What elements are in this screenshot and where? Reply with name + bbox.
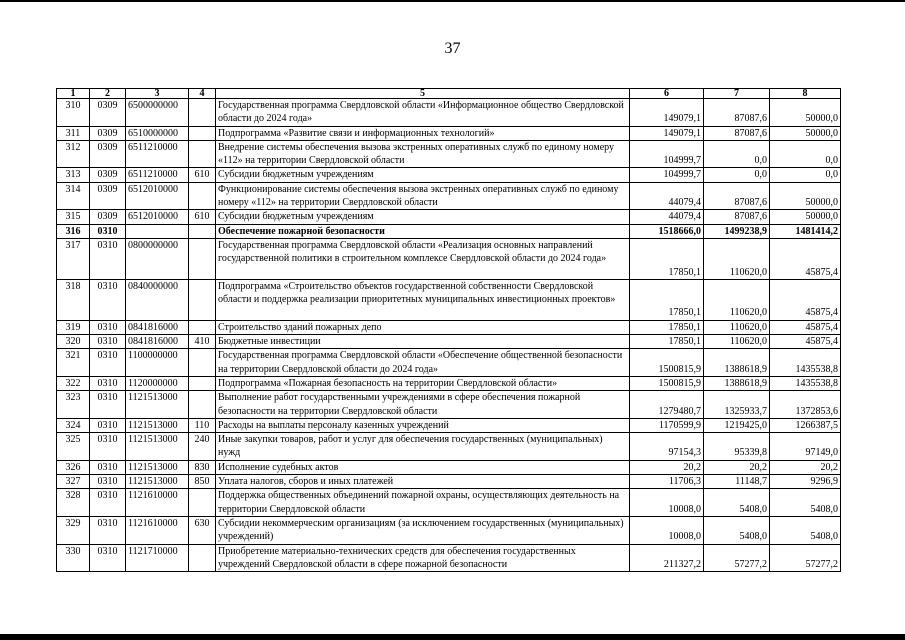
row-number-cell: 326 [57,460,90,474]
item-name-cell: Государственная программа Свердловской области «Информационное общество Свердловской области до 2024 года» [216,99,630,127]
target-article-cell: 0841816000 [126,335,189,349]
target-article-cell: 6511210000 [126,168,189,182]
amount-year3-cell: 57277,2 [770,544,841,572]
item-name-cell: Внедрение системы обеспечения вызова экстренных оперативных служб по единому номеру «112» на территории Свердловской области [216,140,630,168]
row-number-cell: 325 [57,433,90,461]
amount-year2-cell: 110620,0 [704,320,770,334]
table-row [57,99,841,127]
item-name-cell: Обеспечение пожарной безопасности [216,224,630,238]
target-article-cell: 1120000000 [126,376,189,390]
expense-type-cell [189,99,216,127]
amount-year3-cell: 1266387,5 [770,418,841,432]
amount-year2-cell: 87087,6 [704,182,770,210]
table-row [57,489,841,517]
expense-type-cell: 630 [189,516,216,544]
row-number-cell: 310 [57,99,90,127]
target-article-cell: 1121610000 [126,516,189,544]
target-article-cell: 1121513000 [126,433,189,461]
amount-year2-cell: 5408,0 [704,516,770,544]
row-number-cell: 321 [57,349,90,377]
amount-year1-cell: 1279480,7 [630,391,704,419]
amount-year1-cell: 10008,0 [630,489,704,517]
amount-year3-cell: 45875,4 [770,320,841,334]
amount-year3-cell: 45875,4 [770,335,841,349]
amount-year3-cell: 45875,4 [770,279,841,320]
amount-year2-cell: 110620,0 [704,279,770,320]
section-code-cell: 0310 [90,238,126,279]
item-name-cell: Уплата налогов, сборов и иных платежей [216,475,630,489]
target-article-cell [126,224,189,238]
table-row [57,516,841,544]
target-article-cell: 1121513000 [126,418,189,432]
amount-year2-cell: 57277,2 [704,544,770,572]
scan-top-border [0,0,905,2]
table-row [57,391,841,419]
row-number-cell: 314 [57,182,90,210]
expense-type-cell: 610 [189,210,216,224]
item-name-cell: Функционирование системы обеспечения вызова экстренных оперативных служб по единому номеру «112» на территории Свердловской области [216,182,630,210]
row-number-cell: 330 [57,544,90,572]
amount-year1-cell: 11706,3 [630,475,704,489]
row-number-cell: 315 [57,210,90,224]
item-name-cell: Строительство зданий пожарных депо [216,320,630,334]
item-name-cell: Подпрограмма «Пожарная безопасность на территории Свердловской области» [216,376,630,390]
amount-year2-cell: 110620,0 [704,238,770,279]
item-name-cell: Иные закупки товаров, работ и услуг для обеспечения государственных (муниципальных) нужд [216,433,630,461]
amount-year1-cell: 149079,1 [630,126,704,140]
amount-year3-cell: 0,0 [770,168,841,182]
target-article-cell: 0840000000 [126,279,189,320]
section-code-cell: 0309 [90,99,126,127]
amount-year2-cell: 87087,6 [704,126,770,140]
header-cell: 5 [216,89,630,99]
amount-year2-cell: 110620,0 [704,335,770,349]
amount-year1-cell: 104999,7 [630,168,704,182]
amount-year1-cell: 1518666,0 [630,224,704,238]
table-row [57,418,841,432]
expense-type-cell [189,391,216,419]
amount-year2-cell: 87087,6 [704,99,770,127]
row-number-cell: 317 [57,238,90,279]
item-name-cell: Субсидии некоммерческим организациям (за исключением государственных (муниципальных) учреждений) [216,516,630,544]
table-row [57,210,841,224]
section-code-cell: 0310 [90,460,126,474]
section-code-cell: 0310 [90,349,126,377]
table-row [57,126,841,140]
section-code-cell: 0309 [90,126,126,140]
amount-year1-cell: 10008,0 [630,516,704,544]
amount-year1-cell: 20,2 [630,460,704,474]
header-cell: 3 [126,89,189,99]
amount-year1-cell: 1500815,9 [630,349,704,377]
item-name-cell: Государственная программа Свердловской области «Обеспечение общественной безопасности на территории Свердловской области до 2024 года» [216,349,630,377]
item-name-cell: Поддержка общественных объединений пожарной охраны, осуществляющих деятельность на территории Свердловской области [216,489,630,517]
table-row [57,475,841,489]
expense-type-cell [189,279,216,320]
expense-type-cell [189,182,216,210]
table-row [57,140,841,168]
amount-year3-cell: 45875,4 [770,238,841,279]
header-cell: 1 [57,89,90,99]
amount-year2-cell: 20,2 [704,460,770,474]
row-number-cell: 323 [57,391,90,419]
target-article-cell: 6512010000 [126,182,189,210]
item-name-cell: Субсидии бюджетным учреждениям [216,168,630,182]
table-row [57,238,841,279]
section-code-cell: 0310 [90,475,126,489]
amount-year2-cell: 87087,6 [704,210,770,224]
row-number-cell: 324 [57,418,90,432]
item-name-cell: Государственная программа Свердловской области «Реализация основных направлений государственной политики в строительном комплексе Свердловской области до 2024 года» [216,238,630,279]
table-row [57,349,841,377]
row-number-cell: 319 [57,320,90,334]
section-code-cell: 0309 [90,168,126,182]
table-row [57,335,841,349]
amount-year1-cell: 17850,1 [630,279,704,320]
amount-year2-cell: 1388618,9 [704,376,770,390]
table-body [57,99,841,572]
amount-year2-cell: 0,0 [704,168,770,182]
amount-year3-cell: 1435538,8 [770,349,841,377]
row-number-cell: 328 [57,489,90,517]
target-article-cell: 0800000000 [126,238,189,279]
amount-year1-cell: 44079,4 [630,182,704,210]
target-article-cell: 1121710000 [126,544,189,572]
target-article-cell: 6500000000 [126,99,189,127]
amount-year1-cell: 44079,4 [630,210,704,224]
section-code-cell: 0310 [90,335,126,349]
amount-year1-cell: 211327,2 [630,544,704,572]
section-code-cell: 0310 [90,544,126,572]
amount-year3-cell: 50000,0 [770,99,841,127]
expense-type-cell: 850 [189,475,216,489]
section-code-cell: 0310 [90,391,126,419]
header-cell: 2 [90,89,126,99]
section-code-cell: 0309 [90,210,126,224]
amount-year3-cell: 5408,0 [770,516,841,544]
amount-year3-cell: 20,2 [770,460,841,474]
expense-type-cell [189,320,216,334]
expense-type-cell [189,224,216,238]
section-code-cell: 0309 [90,182,126,210]
amount-year3-cell: 50000,0 [770,126,841,140]
row-number-cell: 327 [57,475,90,489]
table-row [57,376,841,390]
target-article-cell: 6512010000 [126,210,189,224]
amount-year3-cell: 97149,0 [770,433,841,461]
amount-year2-cell: 1325933,7 [704,391,770,419]
section-code-cell: 0310 [90,418,126,432]
target-article-cell: 1121513000 [126,460,189,474]
item-name-cell: Приобретение материально-технических средств для обеспечения государственных учреждений Свердловской области в сфере пожарной безопасности [216,544,630,572]
expense-type-cell [189,376,216,390]
expense-type-cell: 110 [189,418,216,432]
item-name-cell: Подпрограмма «Развитие связи и информационных технологий» [216,126,630,140]
expense-type-cell [189,126,216,140]
target-article-cell: 0841816000 [126,320,189,334]
section-code-cell: 0310 [90,224,126,238]
header-cell: 6 [630,89,704,99]
table-row [57,433,841,461]
section-code-cell: 0310 [90,376,126,390]
expense-type-cell [189,238,216,279]
table-row [57,279,841,320]
budget-table [56,88,841,572]
expense-type-cell: 410 [189,335,216,349]
expense-type-cell [189,544,216,572]
table-row [57,182,841,210]
amount-year2-cell: 11148,7 [704,475,770,489]
amount-year3-cell: 50000,0 [770,210,841,224]
table-row [57,460,841,474]
amount-year1-cell: 1170599,9 [630,418,704,432]
target-article-cell: 1121610000 [126,489,189,517]
amount-year3-cell: 5408,0 [770,489,841,517]
amount-year2-cell: 1388618,9 [704,349,770,377]
amount-year3-cell: 1435538,8 [770,376,841,390]
row-number-cell: 329 [57,516,90,544]
expense-type-cell: 240 [189,433,216,461]
header-cell: 4 [189,89,216,99]
section-code-cell: 0310 [90,279,126,320]
page-number: 37 [444,40,461,57]
row-number-cell: 313 [57,168,90,182]
amount-year1-cell: 104999,7 [630,140,704,168]
expense-type-cell: 610 [189,168,216,182]
section-code-cell: 0310 [90,433,126,461]
section-code-cell: 0310 [90,489,126,517]
amount-year3-cell: 0,0 [770,140,841,168]
amount-year1-cell: 17850,1 [630,335,704,349]
expense-type-cell: 830 [189,460,216,474]
target-article-cell: 6510000000 [126,126,189,140]
expense-type-cell [189,349,216,377]
amount-year1-cell: 1500815,9 [630,376,704,390]
table-row [57,320,841,334]
row-number-cell: 312 [57,140,90,168]
table-row [57,168,841,182]
row-number-cell: 322 [57,376,90,390]
amount-year1-cell: 17850,1 [630,320,704,334]
header-cell: 7 [704,89,770,99]
item-name-cell: Выполнение работ государственными учреждениями в сфере обеспечения пожарной безопасности на территории Свердловской области [216,391,630,419]
target-article-cell: 1100000000 [126,349,189,377]
amount-year3-cell: 1481414,2 [770,224,841,238]
row-number-cell: 316 [57,224,90,238]
row-number-cell: 320 [57,335,90,349]
amount-year3-cell: 9296,9 [770,475,841,489]
amount-year2-cell: 1499238,9 [704,224,770,238]
scan-bottom-border [0,634,905,640]
amount-year1-cell: 149079,1 [630,99,704,127]
amount-year1-cell: 17850,1 [630,238,704,279]
target-article-cell: 1121513000 [126,475,189,489]
section-code-cell: 0309 [90,140,126,168]
amount-year2-cell: 95339,8 [704,433,770,461]
table-header-row [57,89,841,99]
amount-year2-cell: 5408,0 [704,489,770,517]
item-name-cell: Расходы на выплаты персоналу казенных учреждений [216,418,630,432]
expense-type-cell [189,489,216,517]
item-name-cell: Бюджетные инвестиции [216,335,630,349]
item-name-cell: Исполнение судебных актов [216,460,630,474]
section-code-cell: 0310 [90,516,126,544]
header-cell: 8 [770,89,841,99]
target-article-cell: 1121513000 [126,391,189,419]
table-row [57,224,841,238]
table-row [57,544,841,572]
section-code-cell: 0310 [90,320,126,334]
row-number-cell: 318 [57,279,90,320]
amount-year3-cell: 50000,0 [770,182,841,210]
amount-year2-cell: 1219425,0 [704,418,770,432]
amount-year3-cell: 1372853,6 [770,391,841,419]
amount-year2-cell: 0,0 [704,140,770,168]
target-article-cell: 6511210000 [126,140,189,168]
amount-year1-cell: 97154,3 [630,433,704,461]
item-name-cell: Подпрограмма «Строительство объектов государственной собственности Свердловской области и поддержка реализации приоритетных муниципальных инвестиционных проектов» [216,279,630,320]
expense-type-cell [189,140,216,168]
item-name-cell: Субсидии бюджетным учреждениям [216,210,630,224]
row-number-cell: 311 [57,126,90,140]
